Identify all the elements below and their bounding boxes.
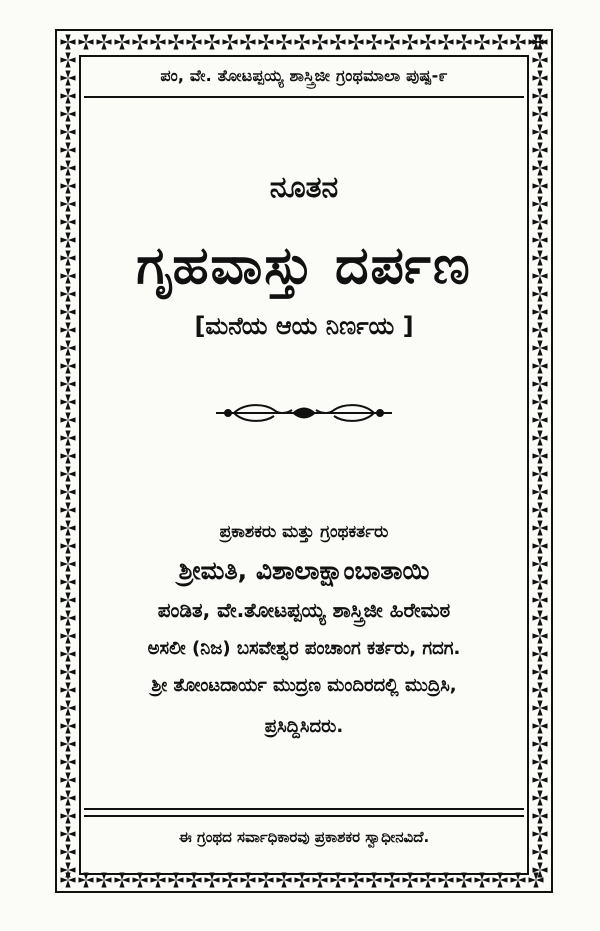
maltese-cross-icon <box>533 359 548 374</box>
maltese-cross-icon <box>61 395 76 410</box>
maltese-cross-icon <box>475 35 490 50</box>
maltese-cross-icon <box>61 287 76 302</box>
maltese-cross-icon <box>205 35 220 50</box>
maltese-cross-icon <box>223 35 238 50</box>
maltese-cross-icon <box>61 53 76 68</box>
maltese-cross-icon <box>533 467 548 482</box>
maltese-cross-icon <box>61 413 76 428</box>
maltese-cross-icon <box>533 809 548 824</box>
maltese-cross-icon <box>533 737 548 752</box>
maltese-cross-icon <box>533 521 548 536</box>
maltese-cross-icon <box>61 593 76 608</box>
maltese-cross-icon <box>385 35 400 50</box>
maltese-cross-icon <box>533 629 548 644</box>
maltese-cross-icon <box>533 611 548 626</box>
scroll-flourish-icon <box>214 398 394 428</box>
maltese-cross-icon <box>61 809 76 824</box>
top-divider <box>84 96 524 98</box>
maltese-cross-icon <box>533 323 548 338</box>
maltese-cross-icon <box>61 269 76 284</box>
maltese-cross-icon <box>533 179 548 194</box>
maltese-cross-icon <box>61 683 76 698</box>
maltese-cross-icon <box>61 233 76 248</box>
maltese-cross-icon <box>61 341 76 356</box>
maltese-cross-icon <box>61 377 76 392</box>
maltese-cross-icon <box>533 791 548 806</box>
maltese-cross-icon <box>533 773 548 788</box>
maltese-cross-icon <box>61 791 76 806</box>
publisher-line: ಶ್ರೀ ತೋಂಟದಾರ್ಯ ಮುದ್ರಣ ಮಂದಿರದಲ್ಲಿ ಮುದ್ರಿಸಿ, <box>151 675 457 696</box>
maltese-cross-icon <box>133 35 148 50</box>
maltese-cross-icon <box>533 53 548 68</box>
maltese-cross-icon <box>61 647 76 662</box>
maltese-cross-icon <box>533 233 548 248</box>
maltese-cross-icon <box>533 827 548 842</box>
maltese-cross-icon <box>61 143 76 158</box>
maltese-cross-icon <box>61 845 76 860</box>
maltese-cross-icon <box>61 215 76 230</box>
maltese-cross-icon <box>533 377 548 392</box>
maltese-cross-icon <box>61 773 76 788</box>
maltese-cross-icon <box>61 503 76 518</box>
maltese-cross-icon <box>97 35 112 50</box>
maltese-cross-icon <box>61 323 76 338</box>
maltese-cross-icon <box>61 431 76 446</box>
maltese-cross-icon <box>533 719 548 734</box>
maltese-cross-icon <box>533 665 548 680</box>
maltese-cross-icon <box>61 161 76 176</box>
maltese-cross-icon <box>533 341 548 356</box>
maltese-cross-icon <box>61 863 76 878</box>
maltese-cross-icon <box>61 305 76 320</box>
bottom-divider <box>84 808 524 817</box>
publisher-line: ಪಂಡಿತ, ವೇ.ತೋಟಪ್ಪಯ್ಯ ಶಾಸ್ತ್ರಿಜೀ ಹಿರೇಮಠ <box>157 598 451 622</box>
maltese-cross-icon <box>61 35 76 50</box>
maltese-cross-icon <box>533 287 548 302</box>
maltese-cross-icon <box>61 521 76 536</box>
publisher-line: ಅಸಲೀ (ನಿಜ) ಬಸವೇಶ್ವರ ಪಂಚಾಂಗ ಕರ್ತರು, ಗದಗ. <box>147 638 461 659</box>
maltese-cross-icon <box>533 485 548 500</box>
maltese-cross-icon <box>61 827 76 842</box>
maltese-cross-icon <box>533 71 548 86</box>
maltese-cross-icon <box>533 197 548 212</box>
maltese-cross-icon <box>421 35 436 50</box>
publisher-line: ಪ್ರಸಿದ್ದಿಸಿದರು. <box>264 716 344 737</box>
maltese-cross-icon <box>533 431 548 446</box>
maltese-cross-icon <box>61 89 76 104</box>
maltese-cross-icon <box>61 179 76 194</box>
maltese-cross-icon <box>61 539 76 554</box>
maltese-cross-icon <box>533 125 548 140</box>
maltese-cross-icon <box>533 539 548 554</box>
title-prefix: ನೂತನ <box>269 170 339 205</box>
maltese-cross-icon <box>511 35 526 50</box>
maltese-cross-icon <box>115 35 130 50</box>
maltese-cross-icon <box>61 359 76 374</box>
maltese-cross-icon <box>493 35 508 50</box>
maltese-cross-icon <box>79 35 94 50</box>
maltese-cross-icon <box>533 143 548 158</box>
maltese-cross-icon <box>533 575 548 590</box>
maltese-cross-icon <box>533 701 548 716</box>
maltese-cross-icon <box>61 719 76 734</box>
maltese-cross-icon <box>533 161 548 176</box>
maltese-cross-icon <box>439 35 454 50</box>
content-frame <box>84 60 524 870</box>
maltese-cross-icon <box>533 107 548 122</box>
maltese-cross-icon <box>61 125 76 140</box>
maltese-cross-icon <box>61 467 76 482</box>
publisher-name: ಶ್ರೀಮತಿ, ವಿಶಾಲಾಕ್ಷಾಂಬಾತಾಯಿ <box>178 556 430 585</box>
maltese-cross-icon <box>533 413 548 428</box>
book-subtitle: [ಮನೆಯ ಆಯ ನಿರ್ಣಯ ] <box>194 312 414 340</box>
maltese-cross-icon <box>61 485 76 500</box>
maltese-cross-icon <box>61 755 76 770</box>
maltese-cross-icon <box>313 35 328 50</box>
maltese-cross-icon <box>169 35 184 50</box>
maltese-cross-icon <box>61 629 76 644</box>
maltese-cross-icon <box>533 503 548 518</box>
maltese-cross-icon <box>61 737 76 752</box>
maltese-cross-icon <box>61 71 76 86</box>
maltese-cross-icon <box>533 215 548 230</box>
maltese-cross-icon <box>533 305 548 320</box>
maltese-cross-icon <box>61 611 76 626</box>
maltese-cross-icon <box>533 449 548 464</box>
maltese-cross-icon <box>259 35 274 50</box>
maltese-cross-icon <box>367 35 382 50</box>
maltese-cross-icon <box>533 647 548 662</box>
maltese-cross-icon <box>61 107 76 122</box>
maltese-cross-icon <box>533 395 548 410</box>
maltese-cross-icon <box>61 449 76 464</box>
maltese-cross-icon <box>533 683 548 698</box>
publisher-label: ಪ್ರಕಾಶಕರು ಮತ್ತು ಗ್ರಂಥಕರ್ತರು <box>219 522 389 542</box>
maltese-cross-icon <box>61 197 76 212</box>
maltese-cross-icon <box>457 35 472 50</box>
maltese-cross-icon <box>277 35 292 50</box>
maltese-cross-icon <box>533 269 548 284</box>
maltese-cross-icon <box>533 755 548 770</box>
maltese-cross-icon <box>533 557 548 572</box>
maltese-cross-icon <box>533 845 548 860</box>
maltese-cross-icon <box>61 575 76 590</box>
maltese-cross-icon <box>187 35 202 50</box>
maltese-cross-icon <box>241 35 256 50</box>
copyright-note: ಈ ಗ್ರಂಥದ ಸರ್ವಾಧಿಕಾರವು ಪ್ರಕಾಶಕರ ಸ್ವಾಧೀನವಿದೆ. <box>178 828 430 846</box>
book-title: ಗೃಹವಾಸ್ತು ದರ್ಪಣ <box>136 236 472 296</box>
maltese-cross-icon <box>295 35 310 50</box>
maltese-cross-icon <box>61 701 76 716</box>
maltese-cross-icon <box>403 35 418 50</box>
maltese-cross-icon <box>533 89 548 104</box>
maltese-cross-icon <box>61 251 76 266</box>
maltese-cross-icon <box>533 251 548 266</box>
maltese-cross-icon <box>61 557 76 572</box>
maltese-cross-icon <box>533 593 548 608</box>
maltese-cross-icon <box>151 35 166 50</box>
maltese-cross-icon <box>331 35 346 50</box>
maltese-cross-icon <box>61 665 76 680</box>
series-line: ಪಂ, ವೇ. ತೋಟಪ್ಪಯ್ಯ ಶಾಸ್ತ್ರಿಜೀ ಗ್ರಂಥಮಾಲಾ ಪುಷ್ಪ-೯ <box>160 66 448 85</box>
maltese-cross-icon <box>349 35 364 50</box>
